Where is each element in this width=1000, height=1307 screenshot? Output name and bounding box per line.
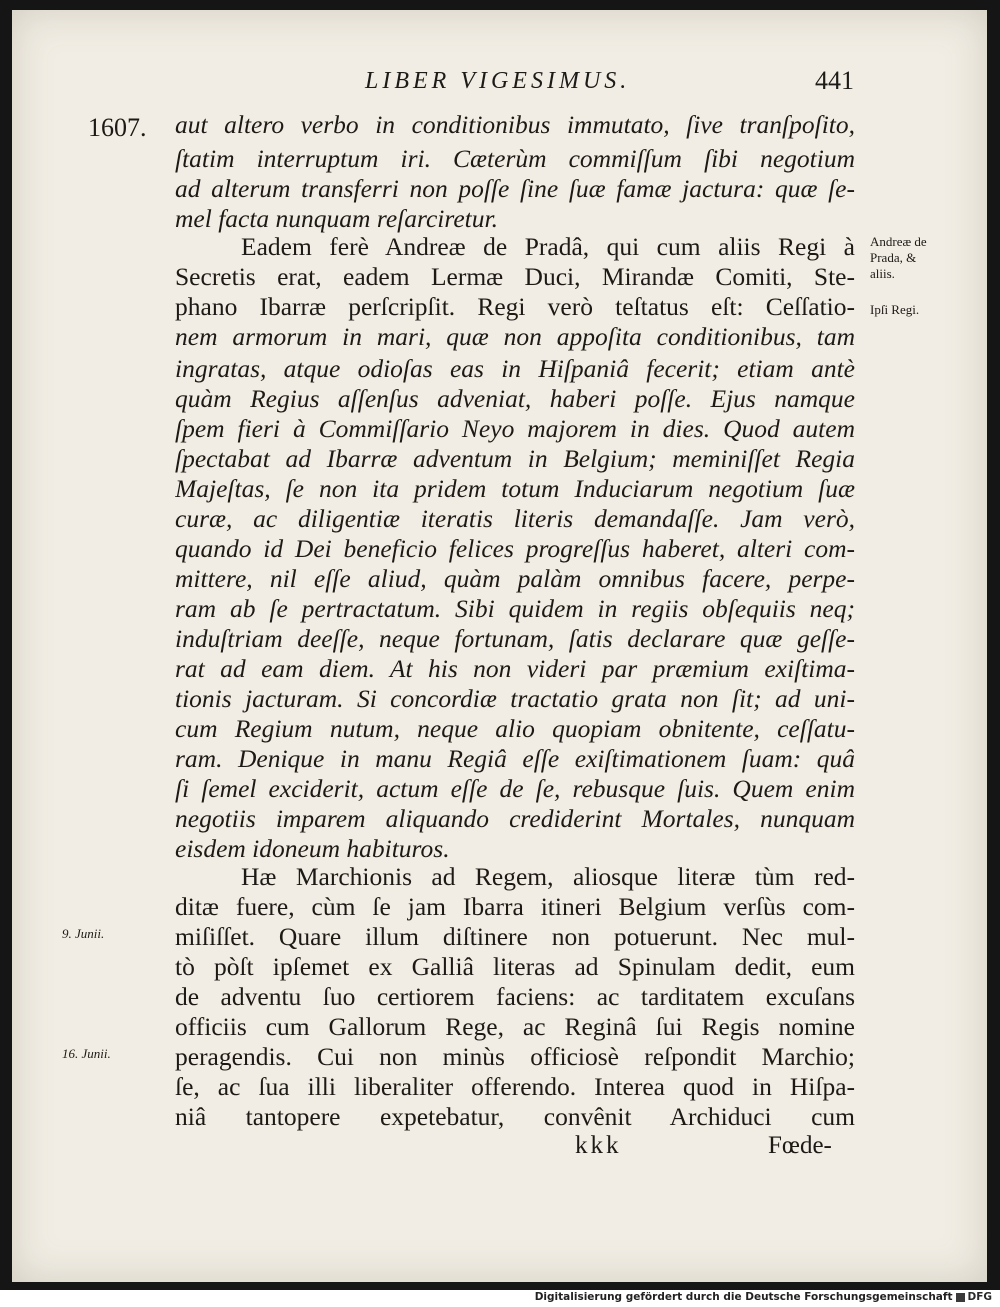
margin-note-line: aliis. [870, 266, 895, 281]
text-line: ram ab ſe pertractatum. Sibi quidem in regiis obſequiis neq; [175, 594, 855, 623]
text-line: tionis jacturam. Si concordiæ tractatio grata non ſit; ad uni- [175, 684, 855, 713]
text-line: induſtriam deeſſe, neque fortunam, ſatis declarare quæ geſſe- [175, 624, 855, 653]
margin-note-line: Prada, & [870, 250, 917, 265]
text-line: miſiſſet. Quare illum diſtinere non potuerunt. Nec mul- [175, 922, 855, 951]
margin-date: 16. Junii. [62, 1046, 111, 1061]
catchword: Fœde- [768, 1132, 832, 1159]
text-line: ditæ fuere, cùm ſe jam Ibarra itineri Belgium verſùs com- [175, 892, 855, 921]
text-line: negotiis imparem aliquando crediderint Mortales, nunquam [175, 804, 855, 833]
margin-year: 1607. [88, 113, 147, 142]
text-line: cum Regium nutum, neque alio quopiam obnitente, ceſſatu- [175, 714, 855, 743]
text-line: Majeſtas, ſe non ita pridem totum Induciarum negotium ſuæ [175, 474, 855, 503]
page-number: 441 [815, 66, 854, 95]
text-line: curæ, ac diligentiæ iteratis literis demandaſſe. Jam verò, [175, 504, 855, 533]
text-line: officiis cum Gallorum Rege, ac Reginâ ſui Regis nomine [175, 1012, 855, 1041]
credit-text: Digitalisierung gefördert durch die Deutsche Forschungsgemeinschaft [534, 1291, 953, 1303]
text-line: mel facta nunquam reſarciretur. [175, 204, 498, 233]
digitization-credit [535, 1290, 992, 1304]
margin-date: 9. Junii. [62, 926, 105, 941]
text-line: Eadem ferè Andreæ de Pradâ, qui cum aliis Regi à [241, 232, 855, 261]
text-line: aut altero verbo in conditionibus immutato, ſive tranſpoſito, [175, 110, 855, 139]
text-line: Secretis erat, eadem Lermæ Duci, Mirandæ Comiti, Ste- [175, 262, 855, 291]
margin-note-regi: Ipſi Regi. [870, 302, 920, 317]
text-line: ſpectabat ad Ibarræ adventum in Belgium; meminiſſet Regia [175, 444, 855, 473]
text-line: tò pòſt ipſemet ex Galliâ literas ad Spinulam dedit, eum [175, 952, 855, 981]
text-line: quando id Dei beneficio felices progreſſus haberet, alteri com- [175, 534, 855, 563]
text-line: peragendis. Cui non minùs officiosè reſpondit Marchio; [175, 1042, 855, 1071]
text-line: mittere, nil eſſe aliud, quàm palàm omnibus facere, perpe- [175, 564, 855, 593]
text-line: ingratas, atque odioſas eas in Hiſpaniâ fecerit; etiam antè [175, 354, 855, 383]
margin-note-line: Andreæ de [870, 234, 927, 249]
text-line: Hæ Marchionis ad Regem, aliosque literæ tùm red- [241, 862, 855, 891]
running-title: LIBER VIGESIMUS. [365, 68, 631, 94]
text-line: quàm Regius aſſenſus adveniat, haberi poſſe. Ejus namque [175, 384, 855, 413]
dfg-logo-icon [956, 1293, 965, 1302]
text-line: ram. Denique in manu Regiâ eſſe exiſtimationem ſuam: quâ [175, 744, 855, 773]
text-line: ſtatim interruptum iri. Cæterùm commiſſum ſibi negotium [175, 144, 855, 173]
signature-mark: kkk [575, 1132, 622, 1159]
text-line: ſe, ac ſua illi liberaliter offerendo. Interea quod in Hiſpa- [175, 1072, 855, 1101]
text-line: phano Ibarræ perſcripſit. Regi verò teſtatus eſt: Ceſſatio- [175, 292, 855, 321]
text-line: niâ tantopere expetebatur, convênit Archiduci cum [175, 1102, 855, 1131]
text-line: ſpem fieri à Commiſſario Neyo majorem in dies. Quod autem [175, 414, 855, 443]
dfg-logo [956, 1291, 992, 1303]
dfg-logo-text: DFG [967, 1291, 992, 1303]
text-line: de adventu ſuo certiorem faciens: ac tarditatem excuſans [175, 982, 855, 1011]
text-line: rat ad eam diem. At his non videri par præmium exiſtima- [175, 654, 855, 683]
margin-note-andreae [870, 234, 927, 282]
text-line: nem armorum in mari, quæ non appoſita conditionibus, tam [175, 322, 855, 351]
text-line: eisdem idoneum habituros. [175, 834, 450, 863]
text-line: ad alterum transferri non poſſe ſine ſuæ famæ jactura: quæ ſe- [175, 174, 855, 203]
text-line: ſi ſemel exciderit, actum eſſe de ſe, rebusque ſuis. Quem enim [175, 774, 855, 803]
